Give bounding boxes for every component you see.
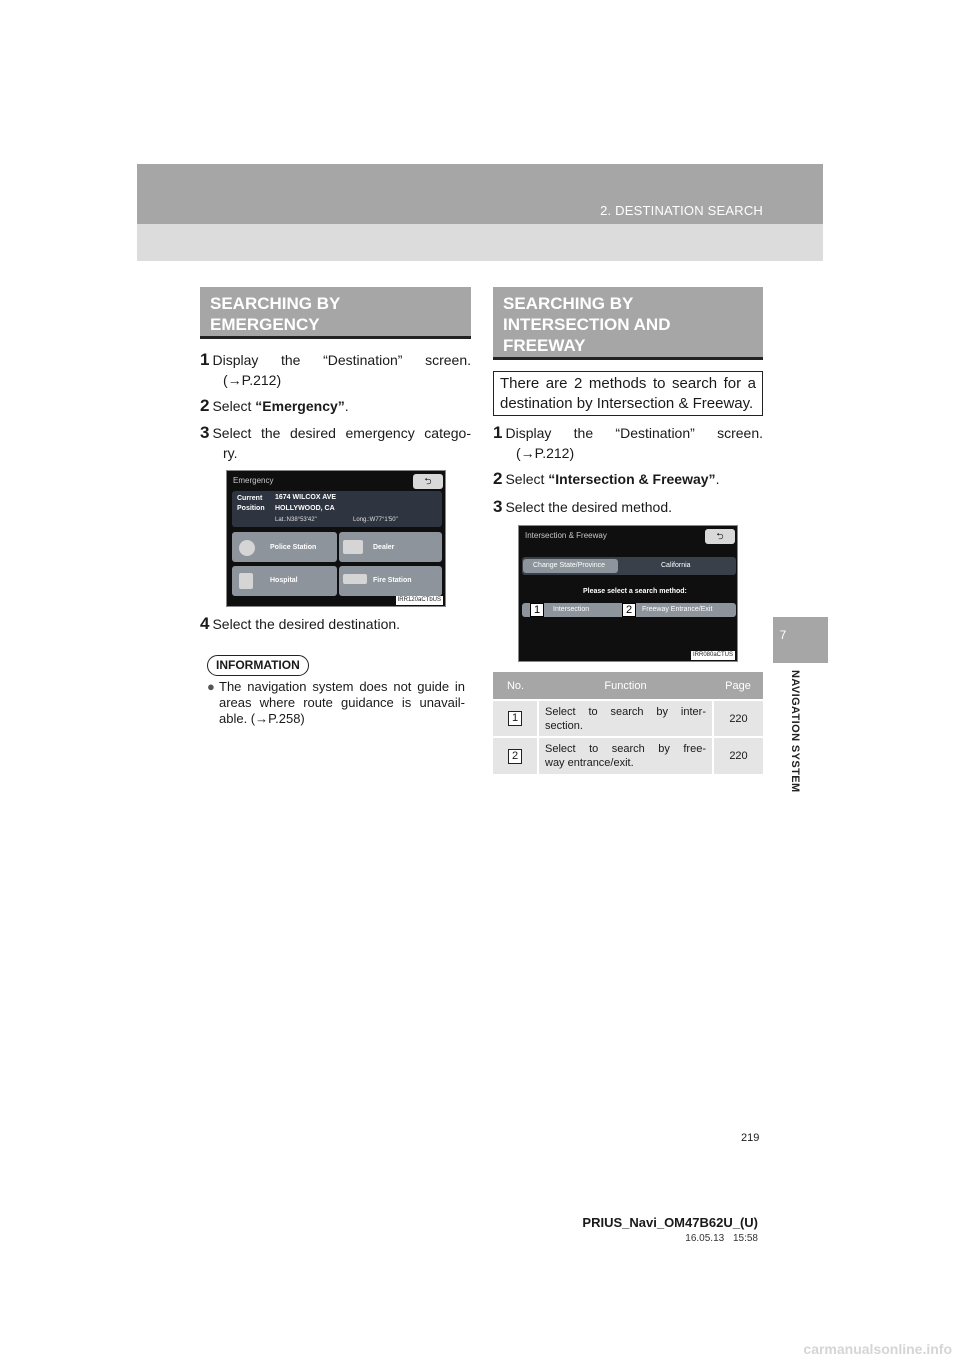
- fire-truck-icon: [343, 574, 367, 584]
- step-text: Select the desired destination.: [212, 616, 401, 632]
- step-2: [493, 469, 763, 489]
- step-number: 1: [200, 350, 210, 369]
- section-heading-intersection: [493, 287, 763, 360]
- dealer-label: Dealer: [373, 544, 395, 551]
- number-box: 1: [508, 711, 522, 726]
- step-1: [200, 350, 471, 390]
- function-text: Select to search by free-: [545, 743, 706, 755]
- step-text: Display the “Destination” screen.: [505, 425, 763, 441]
- header-subband: [137, 224, 823, 261]
- table-row: [493, 737, 763, 774]
- function-text: way entrance/exit.: [545, 757, 634, 769]
- latitude: Lat.:N38°53'42": [275, 517, 317, 523]
- step-ref: (→P.212): [516, 445, 575, 461]
- function-text: Select to search by inter-: [545, 705, 706, 718]
- step-ref: (→P.212): [223, 372, 282, 388]
- bullet-icon: ●: [207, 679, 215, 694]
- intro-line: destination by Intersection & Freeway.: [500, 395, 754, 412]
- step-number: 1: [493, 423, 503, 442]
- info-text-line: areas where route guidance is unavail-: [219, 695, 465, 710]
- address-line-1: 1674 WILCOX AVE: [275, 494, 337, 501]
- change-state-label: Change State/Province: [533, 562, 605, 569]
- hospital-icon: [239, 573, 253, 589]
- heading-line: SEARCHING BY: [503, 294, 634, 313]
- callout-1: 1: [530, 603, 544, 617]
- emergency-screen-image: [226, 470, 446, 607]
- address-line-2: HOLLYWOOD, CA: [275, 505, 335, 512]
- page-number: 219: [741, 1132, 760, 1144]
- document-id: PRIUS_Navi_OM47B62U_(U): [582, 1215, 758, 1230]
- step-text: Select the desired method.: [505, 499, 673, 515]
- intro-line: There are 2 methods to search for a: [500, 375, 756, 392]
- side-tab-label-wrap: [781, 670, 801, 812]
- hospital-label: Hospital: [270, 577, 298, 584]
- longitude: Long.:W77°1'50": [353, 517, 398, 523]
- image-code: IRR120aCTbUS: [397, 597, 441, 603]
- step-number: 3: [493, 497, 503, 516]
- print-stamp: 16.05.13 15:58: [685, 1233, 758, 1244]
- section-heading-emergency: [200, 287, 471, 339]
- step-number: 2: [200, 396, 210, 415]
- back-icon: ⮌: [705, 529, 735, 544]
- intro-box: [493, 371, 763, 416]
- heading-line: INTERSECTION AND: [503, 315, 671, 334]
- step-4: [200, 614, 471, 634]
- freeway-label: Freeway Entrance/Exit: [642, 606, 713, 613]
- step-number: 4: [200, 614, 210, 633]
- step-text: Display the “Destination” screen.: [212, 352, 471, 368]
- step-text: Select the desired emergency catego-: [212, 425, 471, 441]
- image-code: IRR080aCTUS: [692, 652, 733, 658]
- col-header-page: Page: [713, 672, 763, 700]
- search-prompt: Please select a search method:: [583, 588, 687, 595]
- position-label: Position: [237, 505, 265, 512]
- back-icon: ⮌: [413, 474, 443, 489]
- col-header-no: No.: [493, 672, 538, 700]
- step-text: .: [715, 471, 720, 487]
- fire-station-label: Fire Station: [373, 577, 412, 584]
- step-number: 3: [200, 423, 210, 442]
- state-value: California: [661, 562, 691, 569]
- intersection-screen-image: [518, 525, 738, 662]
- side-tab-label: NAVIGATION SYSTEM: [789, 670, 801, 793]
- screen-title: Intersection & Freeway: [525, 531, 607, 540]
- table-row: [493, 700, 763, 737]
- step-number: 2: [493, 469, 503, 488]
- heading-line: SEARCHING BY: [210, 294, 341, 313]
- chapter-title: 2. DESTINATION SEARCH: [600, 203, 763, 218]
- page-ref: 220: [713, 700, 763, 737]
- dealer-icon: [343, 540, 363, 554]
- step-3: [493, 497, 763, 517]
- police-station-label: Police Station: [270, 544, 317, 551]
- col-header-function: Function: [538, 672, 713, 700]
- watermark: carmanualsonline.info: [803, 1341, 952, 1357]
- step-1: [493, 423, 763, 463]
- callout-2: 2: [622, 603, 636, 617]
- current-label: Current: [237, 495, 263, 502]
- heading-line: EMERGENCY: [210, 315, 320, 334]
- info-text-line: The navigation system does not guide in: [219, 679, 465, 694]
- function-text: section.: [545, 719, 583, 732]
- page-ref: 220: [713, 737, 763, 774]
- number-box: 2: [508, 749, 522, 764]
- screen-title: Emergency: [233, 476, 274, 485]
- step-bold-text: “Emergency”: [255, 398, 345, 414]
- step-text: Select: [505, 471, 549, 487]
- step-text: ry.: [223, 445, 238, 461]
- function-table: [493, 672, 763, 774]
- step-bold-text: “Intersection & Freeway”: [548, 471, 716, 487]
- step-2: [200, 396, 471, 416]
- heading-line: FREEWAY: [503, 336, 586, 355]
- information-body: [207, 679, 465, 727]
- step-text: Select: [212, 398, 256, 414]
- intersection-label: Intersection: [553, 606, 590, 613]
- step-text: .: [344, 398, 349, 414]
- side-tab-number: 7: [779, 628, 787, 642]
- information-label: INFORMATION: [207, 655, 309, 676]
- police-badge-icon: [239, 540, 255, 556]
- info-text-line: able. (→P.258): [219, 711, 305, 726]
- step-3: [200, 423, 471, 463]
